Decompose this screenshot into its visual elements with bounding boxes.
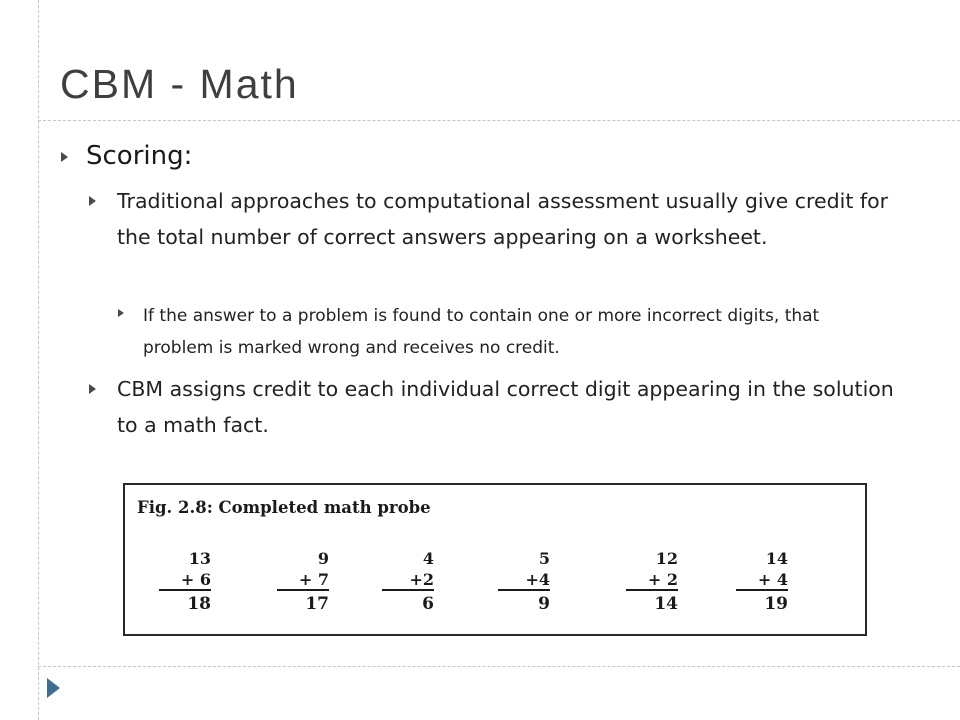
footer-divider <box>38 666 960 667</box>
problem-answer: 19 <box>764 594 788 614</box>
math-problem <box>271 548 329 615</box>
problem-top: 12 <box>655 549 678 568</box>
problem-top: 5 <box>538 549 550 568</box>
problem-top: 4 <box>422 549 434 568</box>
problem-addend: + 6 <box>159 569 211 591</box>
problem-addend: + 4 <box>736 569 788 591</box>
problem-addend: + 2 <box>626 569 678 591</box>
left-guide-line <box>38 0 39 720</box>
problem-answer: 6 <box>422 594 434 614</box>
bullet-triangle-icon <box>118 309 124 317</box>
problem-addend: +2 <box>382 569 434 591</box>
figure-caption: Fig. 2.8: Completed math probe <box>137 498 431 517</box>
bullet-triangle-icon <box>61 152 68 162</box>
problem-top: 9 <box>317 549 329 568</box>
title-divider <box>38 120 960 121</box>
math-problem <box>376 548 434 615</box>
problem-addend: + 7 <box>277 569 329 591</box>
problem-answer: 17 <box>305 594 329 614</box>
slide-title: CBM - Math <box>60 61 299 107</box>
bullet-scoring: Scoring: <box>86 141 193 171</box>
problem-answer: 9 <box>538 594 550 614</box>
problem-top: 13 <box>188 549 211 568</box>
problem-answer: 18 <box>187 594 211 614</box>
bullet-incorrect-digits: If the answer to a problem is found to contain one or more incorrect digits, that problem is marked wrong and receives no credit. <box>143 306 820 358</box>
math-problem <box>153 548 211 615</box>
math-problem <box>492 548 550 615</box>
bullet-cbm-credit: CBM assigns credit to each individual correct digit appearing in the solution to a math fact. <box>117 377 894 437</box>
bullet-triangle-icon <box>89 384 96 394</box>
math-problem <box>620 548 678 615</box>
problem-top: 14 <box>765 549 788 568</box>
math-probe-figure <box>123 483 867 636</box>
problem-answer: 14 <box>654 594 678 614</box>
bullet-triangle-icon <box>89 196 96 206</box>
math-problem <box>730 548 788 615</box>
problem-addend: +4 <box>498 569 550 591</box>
bullet-traditional: Traditional approaches to computational assessment usually give credit for the total number of correct answers appearing on a worksheet. <box>117 189 889 249</box>
play-arrow-icon <box>47 678 60 698</box>
